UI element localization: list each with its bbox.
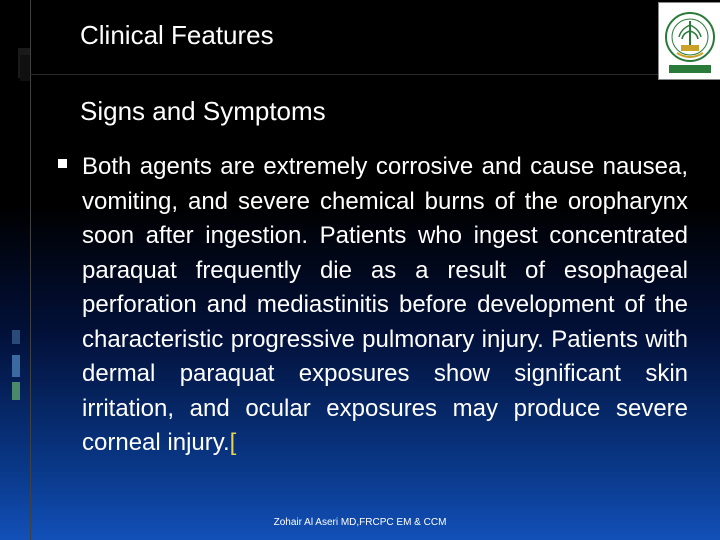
bullet-text: Both agents are extremely corrosive and cause nausea, vomiting, and severe chemical burns of the oropharynx soon after ingestion. Patients who ingest concentrated paraquat frequently die as a result of esophageal perforation and mediastinitis before development of the characteristic progressive pulmonary injury. Patients with dermal paraquat exposures show significant skin irritation, and ocular exposures may produce severe corneal injury. (82, 153, 688, 456)
rail-block-shadow (20, 55, 30, 81)
bullet-paragraph (82, 150, 688, 461)
vertical-divider (30, 0, 31, 540)
slide-subtitle: Signs and Symptoms (80, 96, 326, 126)
square-bullet-icon (58, 159, 67, 168)
rail-block-blue-2 (12, 355, 20, 377)
rail-block-blue-1 (12, 330, 20, 344)
bullet-list-item (58, 150, 688, 461)
slide-footer: Zohair Al Aseri MD,FRCPC EM & CCM (273, 517, 447, 528)
rail-block-green (12, 382, 20, 400)
left-decoration-rail (0, 0, 30, 540)
slide-title: Clinical Features (80, 20, 274, 50)
reference-link[interactable]: [ (229, 429, 237, 456)
university-seal-icon (658, 2, 720, 80)
horizontal-divider (30, 74, 720, 75)
